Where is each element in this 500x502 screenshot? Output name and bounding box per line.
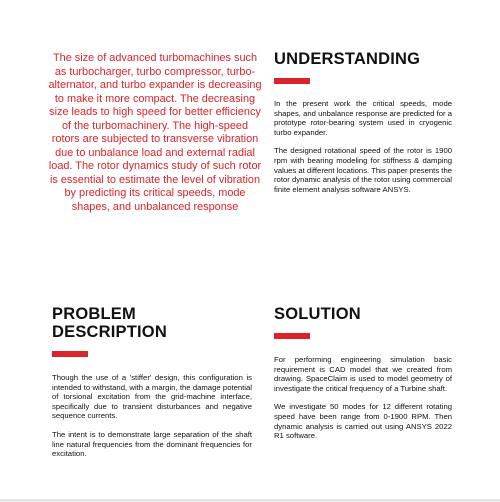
understanding-section [274, 50, 452, 194]
understanding-heading: UNDERSTANDING [274, 50, 421, 68]
solution-section [274, 305, 452, 441]
problem-paragraph-1: Though the use of a 'stiffer' design, this configuration is intended to withstand, with a margin, the damage potential of torsional excitation from the grid-machine interface, specifically due to transient disturbances and negative sequence currents. [52, 373, 252, 421]
understanding-accent-bar [274, 78, 310, 84]
problem-paragraph-2: The intent is to demonstrate large separation of the shaft line natural frequencies from the dominant frequencies for excitation. [52, 429, 252, 459]
intro-text: The size of advanced turbomachines such as turbocharger, turbo compressor, turbo-alternator, and turbo expander is decreasing to make it more compact. The decreasing size leads to high speed for better efficiency of the turbomachinery. The high-speed rotors are subjected to transverse vibration due to unbalance load and external radial load. The rotor dynamics study of such rotor is essential to estimate the level of vibration by predicting its critical speeds, mode shapes, and unbalanced response [48, 52, 262, 213]
understanding-paragraph-1: In the present work the critical speeds, mode shapes, and unbalance response are predicted for a prototype rotor-bearing system used in cryogenic turbo expander. [274, 99, 452, 137]
solution-heading: SOLUTION [274, 305, 361, 323]
understanding-paragraph-2: The designed rotational speed of the rotor is 1900 rpm with bearing modeling for stiffness & damping values at different locations. This paper presents the rotor dynamic analysis of the rotor using commercial finite element analysis software ANSYS. [274, 146, 452, 194]
problem-section [52, 305, 252, 459]
solution-accent-bar [274, 333, 310, 339]
problem-heading: PROBLEM DESCRIPTION [52, 305, 167, 341]
solution-paragraph-2: We investigate 50 modes for 12 different rotating speed have been range from 0-1900 RPM. Then dynamic analysis is carried out using ANSYS 2022 R1 software. [274, 402, 452, 441]
solution-paragraph-1: For performing engineering simulation basic requirement is CAD model that we created from drawing. SpaceClaim is used to model geometry of investigate the critical frequency of a Turbine shaft. [274, 355, 452, 393]
problem-accent-bar [52, 351, 88, 357]
